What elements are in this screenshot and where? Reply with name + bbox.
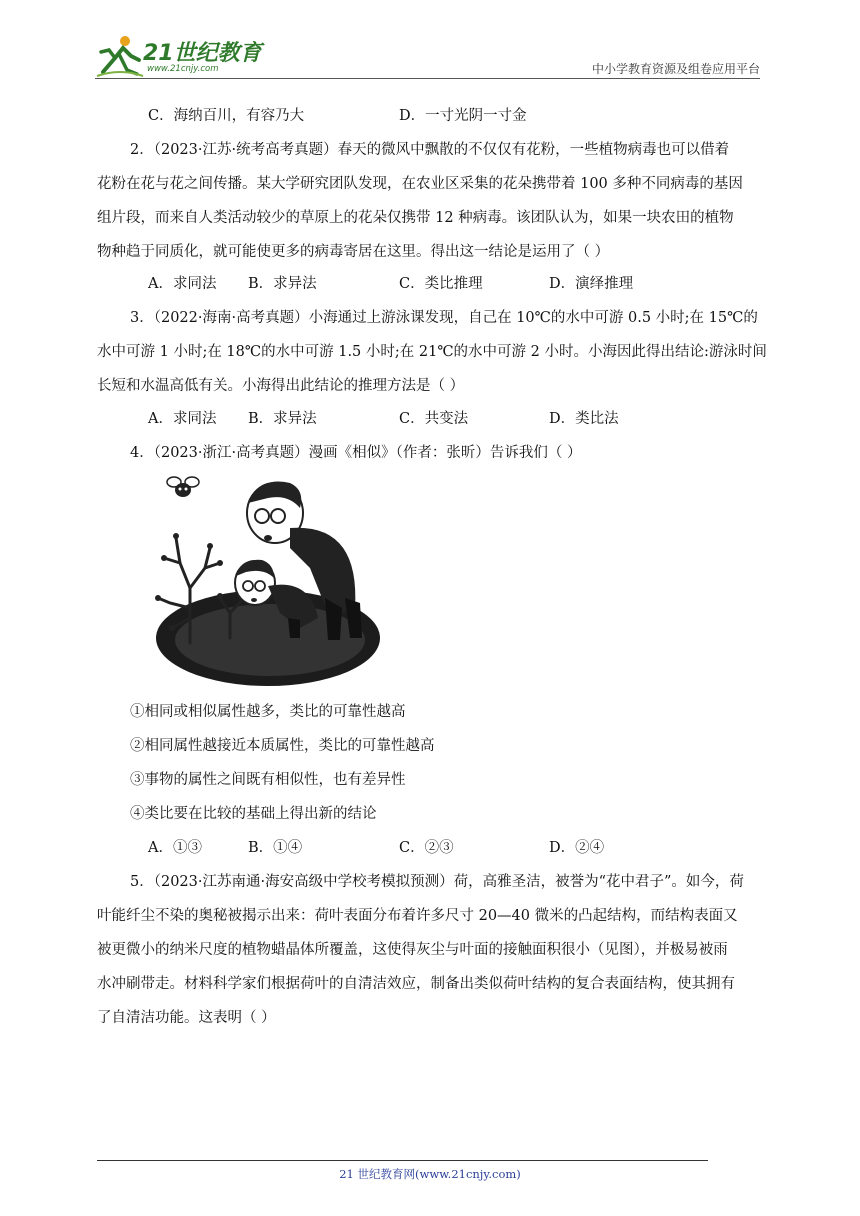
q4-option-b[interactable]: B．①④ bbox=[248, 840, 303, 856]
q5-stem-line-5: 了自清洁功能。这表明（ ） bbox=[97, 1010, 276, 1026]
q4-statement-4: ④类比要在比较的基础上得出新的结论 bbox=[130, 806, 377, 822]
q2-stem-line-3: 组片段，而来自人类活动较少的草原上的花朵仅携带 12 种病毒。该团队认为，如果一块农田的植物 bbox=[97, 210, 734, 226]
cartoon-illustration bbox=[150, 468, 385, 690]
site-logo bbox=[95, 34, 265, 78]
q4-option-a[interactable]: A．①③ bbox=[148, 840, 202, 856]
q5-stem-line-1: 5．（2023·江苏南通·海安高级中学校考模拟预测）荷，高雅圣洁，被誉为“花中君子”。如今，荷 bbox=[130, 874, 744, 890]
q3-option-b[interactable]: B．求异法 bbox=[248, 411, 317, 427]
header-divider bbox=[95, 78, 760, 79]
q3-stem-line-2: 水中可游 1 小时;在 18℃的水中可游 1.5 小时;在 21℃的水中可游 2 小时。小海因此得出结论:游泳时间 bbox=[97, 344, 767, 360]
q3-stem-line-3: 长短和水温高低有关。小海得出此结论的推理方法是（ ） bbox=[97, 378, 465, 394]
q3-option-d[interactable]: D．类比法 bbox=[549, 411, 619, 427]
q5-stem-line-4: 水冲刷带走。材料科学家们根据荷叶的自清洁效应，制备出类似荷叶结构的复合表面结构，使其拥有 bbox=[97, 976, 735, 992]
q1-option-c: C．海纳百川，有容乃大 bbox=[148, 108, 305, 124]
q1-option-d: D．一寸光阴一寸金 bbox=[399, 108, 527, 124]
q4-statement-2: ②相同属性越接近本质属性，类比的可靠性越高 bbox=[130, 738, 435, 754]
q4-option-d[interactable]: D．②④ bbox=[549, 840, 605, 856]
q3-option-a[interactable]: A．求同法 bbox=[148, 411, 217, 427]
q5-stem-line-2: 叶能纤尘不染的奥秘被揭示出来：荷叶表面分布着许多尺寸 20—40 微米的凸起结构，而结构表面又 bbox=[97, 908, 738, 924]
q2-option-d[interactable]: D．演绎推理 bbox=[549, 276, 634, 292]
q3-option-c[interactable]: C．共变法 bbox=[399, 411, 469, 427]
q2-option-c[interactable]: C．类比推理 bbox=[399, 276, 483, 292]
logo-text: 21世纪教育 bbox=[143, 41, 262, 66]
bee-icon bbox=[167, 477, 199, 497]
q4-statement-3: ③事物的属性之间既有相似性，也有差异性 bbox=[130, 772, 406, 788]
q2-option-b[interactable]: B．求异法 bbox=[248, 276, 317, 292]
q4-statement-1: ①相同或相似属性越多，类比的可靠性越高 bbox=[130, 704, 406, 720]
q2-option-a[interactable]: A．求同法 bbox=[148, 276, 217, 292]
q2-stem-line-4: 物种趋于同质化，就可能使更多的病毒寄居在这里。得出这一结论是运用了（ ） bbox=[97, 244, 610, 260]
q4-option-c[interactable]: C．②③ bbox=[399, 840, 454, 856]
q2-stem-line-1: 2．（2023·江苏·统考高考真题）春天的微风中飘散的不仅仅有花粉，一些植物病毒也可以借着 bbox=[130, 142, 730, 158]
page-header bbox=[95, 30, 760, 80]
q4-stem: 4．（2023·浙江·高考真题）漫画《相似》（作者：张昕）告诉我们（ ） bbox=[130, 445, 582, 461]
q2-stem-line-2: 花粉在花与花之间传播。某大学研究团队发现，在农业区采集的花朵携带着 100 多种不同病毒的基因 bbox=[97, 176, 743, 192]
q5-stem-line-3: 被更微小的纳米尺度的植物蜡晶体所覆盖，这使得灰尘与叶面的接触面积很小（见图），并极易被雨 bbox=[97, 942, 728, 958]
q3-stem-line-1: 3．（2022·海南·高考真题）小海通过上游泳课发现，自己在 10℃的水中可游 0.5 小时;在 15℃的 bbox=[130, 310, 758, 326]
footer-divider bbox=[97, 1160, 708, 1161]
platform-name: 中小学教育资源及组卷应用平台 bbox=[591, 62, 760, 76]
footer-link[interactable]: 21 世纪教育网(www.21cnjy.com) bbox=[339, 1167, 521, 1181]
runner-logo-icon bbox=[95, 34, 145, 78]
logo-url: www.21cnjy.com bbox=[147, 64, 219, 74]
